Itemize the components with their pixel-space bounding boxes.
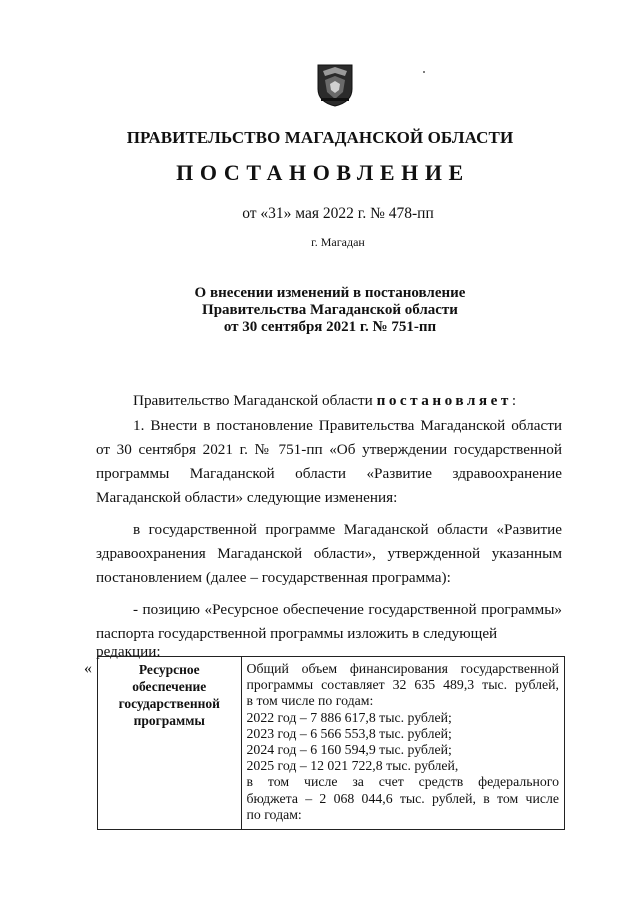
- content-line: программы составляет 32 635 489,3 тыс. рублей,: [246, 677, 559, 693]
- document-city: г. Магадан: [311, 235, 365, 249]
- document-date-number: от «31» мая 2022 г. № 478-пп: [242, 205, 434, 222]
- intro-suffix: :: [511, 392, 517, 409]
- resolution-intro: [96, 392, 562, 410]
- paragraph-line: в государственной программе Магаданской области «Развитие: [133, 521, 562, 538]
- content-line: 2022 год – 7 886 617,8 тыс. рублей;: [246, 709, 452, 725]
- intro-prefix: Правительство Магаданской области: [133, 392, 373, 409]
- paragraph-line: паспорта государственной программы изложить в следующей редакции:: [96, 625, 498, 660]
- paragraph-line: постановлением (далее – государственная программа):: [96, 569, 451, 586]
- resource-content-cell: [241, 657, 564, 830]
- content-line: по годам:: [246, 806, 302, 822]
- content-line: 2025 год – 12 021 722,8 тыс. рублей,: [246, 758, 459, 774]
- document-type: ПОСТАНОВЛЕНИЕ: [176, 160, 470, 185]
- table-row: [98, 657, 565, 830]
- paragraph-line: 1. Внести в постановление Правительства Магаданской области: [133, 417, 562, 434]
- paragraph-line: Магаданской области» следующие изменения:: [96, 489, 398, 506]
- resource-table: [97, 656, 565, 830]
- content-line: в том числе по годам:: [246, 693, 374, 709]
- content-line: бюджета – 2 068 044,6 тыс. рублей, в том числе: [246, 790, 559, 806]
- label-line: государственной: [118, 696, 220, 711]
- scan-speck: [423, 71, 425, 73]
- opening-quote: «: [84, 660, 92, 677]
- paragraph-line: программы Магаданской области «Развитие здравоохранение: [96, 465, 562, 482]
- paragraph-item-3: [96, 601, 562, 661]
- intro-keyword: постановляет: [376, 392, 512, 409]
- subject-line: от 30 сентября 2021 г. № 751-пп: [223, 319, 437, 335]
- content-line: в том числе за счет средств федерального: [246, 774, 559, 790]
- subject-line: Правительства Магаданской области: [202, 302, 458, 318]
- content-line: 2023 год – 6 566 553,8 тыс. рублей;: [246, 725, 452, 741]
- label-line: обеспечение: [132, 679, 207, 694]
- paragraph-line: здравоохранения Магаданской области», утвержденной указанным: [96, 545, 562, 562]
- paragraph-line: от 30 сентября 2021 г. № 751-пп «Об утверждении государственной: [96, 441, 562, 458]
- paragraph-line: - позицию «Ресурсное обеспечение государственной программы»: [133, 601, 562, 618]
- label-line: программы: [133, 713, 205, 728]
- subject-line: О внесении изменений в постановление: [194, 285, 466, 301]
- paragraph-item-1: [96, 417, 562, 507]
- content-line: 2024 год – 6 160 594,9 тыс. рублей;: [246, 742, 452, 758]
- coat-of-arms-icon: [315, 62, 355, 108]
- paragraph-item-2: [96, 521, 562, 587]
- government-title: ПРАВИТЕЛЬСТВО МАГАДАНСКОЙ ОБЛАСТИ: [126, 128, 514, 147]
- document-subject: [0, 285, 640, 336]
- content-line: Общий объем финансирования государственной: [246, 661, 559, 676]
- resource-label-cell: [98, 657, 242, 830]
- label-line: Ресурсное: [138, 662, 200, 677]
